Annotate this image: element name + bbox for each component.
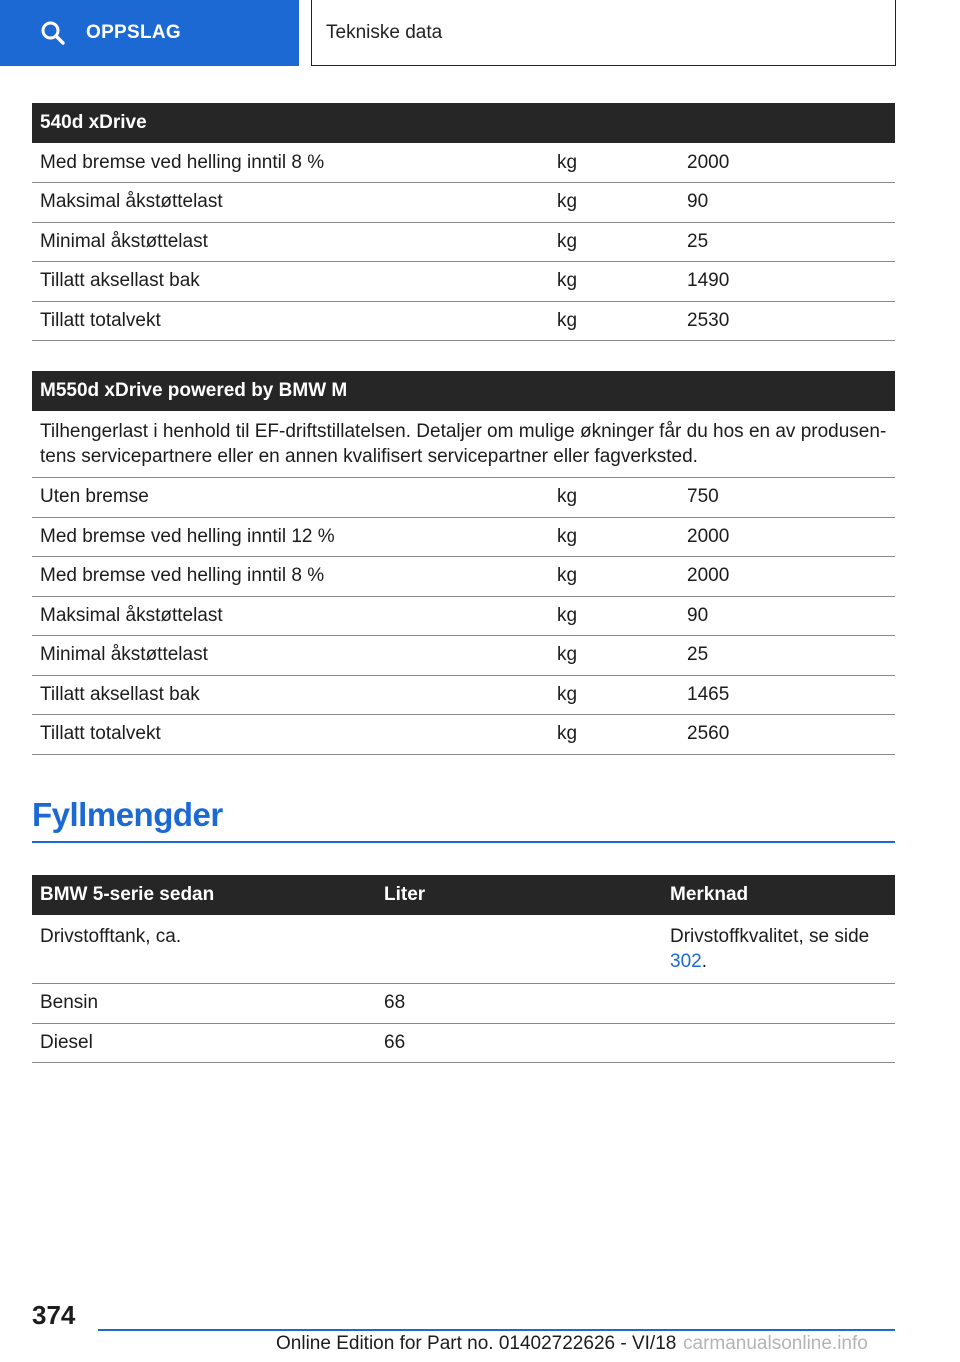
row-liter: 68 [376, 984, 662, 1024]
row-note [662, 1023, 895, 1063]
row-label: Maksimal åkstøttelast [32, 596, 549, 636]
row-label: Maksimal åkstøttelast [32, 183, 549, 223]
row-unit: kg [549, 636, 679, 676]
table-row [32, 143, 895, 183]
table-row [32, 984, 895, 1024]
row-liter: 66 [376, 1023, 662, 1063]
row-value: 750 [679, 478, 895, 518]
row-label: Tillatt totalvekt [32, 715, 549, 755]
row-label: Uten bremse [32, 478, 549, 518]
row-value: 90 [679, 183, 895, 223]
column-header: Merknad [662, 875, 895, 915]
row-value: 2560 [679, 715, 895, 755]
table-row [32, 557, 895, 597]
table-row [32, 301, 895, 341]
section-heading: Fyllmengder [32, 796, 223, 833]
row-label: Tillatt aksellast bak [32, 675, 549, 715]
table-row [32, 262, 895, 302]
row-value: 1490 [679, 262, 895, 302]
table-row [32, 636, 895, 676]
row-label: Med bremse ved helling inntil 8 % [32, 557, 549, 597]
table-row [32, 517, 895, 557]
row-label: Tillatt totalvekt [32, 301, 549, 341]
section-title: Tekniske data [326, 21, 443, 43]
table-row [32, 915, 895, 984]
row-value: 2530 [679, 301, 895, 341]
table-row [32, 222, 895, 262]
row-unit: kg [549, 222, 679, 262]
row-unit: kg [549, 596, 679, 636]
row-note [662, 915, 895, 984]
row-label: Diesel [32, 1023, 376, 1063]
row-unit: kg [549, 478, 679, 518]
table-row [32, 675, 895, 715]
row-label: Med bremse ved helling inntil 12 % [32, 517, 549, 557]
spec-table-m550d [32, 371, 895, 755]
row-label: Minimal åkstøttelast [32, 222, 549, 262]
column-header: Liter [376, 875, 662, 915]
row-unit: kg [549, 183, 679, 223]
note-text-end: . [701, 951, 707, 972]
row-value: 2000 [679, 143, 895, 183]
table-row [32, 596, 895, 636]
column-header: BMW 5-serie sedan [32, 875, 376, 915]
row-label: Bensin [32, 984, 376, 1024]
edition-text: Online Edition for Part no. 01402722626 - VI/18 [276, 1333, 677, 1354]
row-label: Med bremse ved helling inntil 8 % [32, 143, 549, 183]
page-link[interactable]: 302 [670, 951, 702, 972]
oppslag-label: OPPSLAG [86, 22, 182, 43]
watermark: carmanualsonline.info [683, 1333, 868, 1354]
row-note [662, 984, 895, 1024]
row-value: 90 [679, 596, 895, 636]
row-value: 1465 [679, 675, 895, 715]
row-label: Tillatt aksellast bak [32, 262, 549, 302]
oppslag-button[interactable] [0, 0, 299, 66]
spec-table-540d [32, 103, 895, 341]
table-row [32, 715, 895, 755]
row-unit: kg [549, 517, 679, 557]
fill-table [32, 875, 895, 1063]
row-value: 2000 [679, 557, 895, 597]
row-unit: kg [549, 715, 679, 755]
row-label: Drivstofftank, ca. [32, 915, 376, 984]
row-unit: kg [549, 557, 679, 597]
row-value: 25 [679, 636, 895, 676]
row-value: 25 [679, 222, 895, 262]
heading-rule [32, 841, 895, 843]
table-note: Tilhengerlast i henhold til EF-driftstillatelsen. Detaljer om mulige økninger får du hos en av produsentens servicepartnere eller en annen kvalifisert servicepartner eller fagverksted. [32, 411, 895, 478]
footer-rule [98, 1329, 895, 1331]
table-note-row [32, 411, 895, 478]
row-unit: kg [549, 143, 679, 183]
row-unit: kg [549, 675, 679, 715]
row-label: Minimal åkstøttelast [32, 636, 549, 676]
row-unit: kg [549, 301, 679, 341]
top-bar [0, 0, 960, 66]
page-number: 374 [32, 1300, 76, 1330]
row-liter [376, 915, 662, 984]
row-unit: kg [549, 262, 679, 302]
table-row [32, 1023, 895, 1063]
table-title: M550d xDrive powered by BMW M [32, 371, 895, 411]
row-value: 2000 [679, 517, 895, 557]
search-icon [40, 20, 66, 46]
note-text: Drivstoffkvalitet, se side [670, 926, 870, 947]
table-row [32, 478, 895, 518]
table-title: 540d xDrive [32, 103, 895, 143]
section-title-tab[interactable] [311, 0, 896, 66]
table-row [32, 183, 895, 223]
